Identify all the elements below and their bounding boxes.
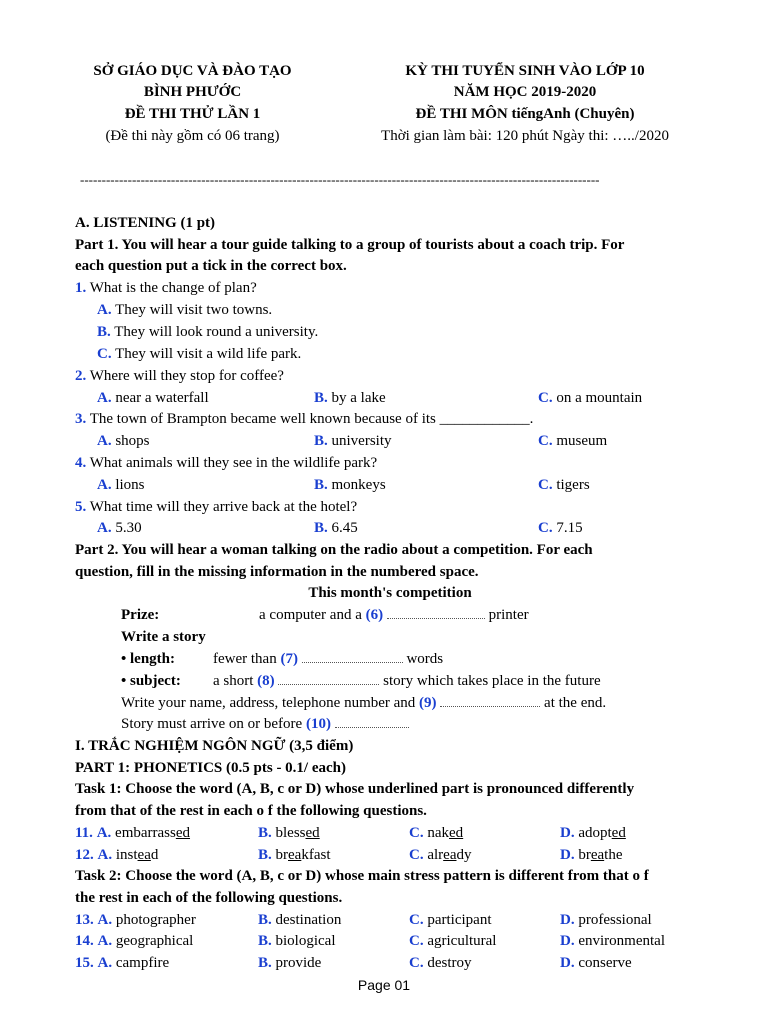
- subject-title: ĐỀ THI MÔN tiếngAnh (Chuyên): [415, 106, 635, 122]
- prize-label: Prize:: [121, 607, 160, 623]
- q14-option-c[interactable]: C. agricultural: [409, 933, 497, 949]
- q3-option-a[interactable]: A. shops: [97, 433, 150, 449]
- q12-option-c[interactable]: C. already: [409, 847, 472, 863]
- write-name-line: Write your name, address, telephone number and (9) at the end.: [121, 695, 607, 711]
- arrive-line: Story must arrive on or before (10): [121, 714, 409, 734]
- q12-option-a[interactable]: 12. A. instead: [75, 847, 159, 863]
- q11-option-d[interactable]: D. adopted: [560, 825, 626, 841]
- q1-option-b[interactable]: B. They will look round a university.: [97, 324, 319, 340]
- exam-title: KỲ THI TUYỂN SINH VÀO LỚP 10: [405, 63, 645, 79]
- subject-line: a short (8) story which takes place in the future: [213, 673, 601, 689]
- q12-option-d[interactable]: D. breathe: [560, 847, 623, 863]
- phonetics-title: PART 1: PHONETICS (0.5 pts - 0.1/ each): [75, 760, 347, 776]
- length-label: • length:: [121, 651, 176, 667]
- page-number: Page 01: [357, 977, 411, 993]
- part1-instructions-1: Part 1. You will hear a tour guide talking to a group of tourists about a coach trip. For: [75, 237, 625, 253]
- blank-9[interactable]: [440, 694, 540, 707]
- listening-title: A. LISTENING (1 pt): [75, 215, 216, 231]
- q13-option-b[interactable]: B. destination: [258, 912, 342, 928]
- q15-option-d[interactable]: D. conserve: [560, 955, 632, 971]
- header-divider: ------------------------------------------------------------------------------------------------------------------------: [80, 172, 600, 187]
- section-i-title: I. TRẮC NGHIỆM NGÔN NGỮ (3,5 điểm): [75, 738, 354, 754]
- blank-10[interactable]: [335, 715, 409, 728]
- part1-instructions-2: each question put a tick in the correct box.: [75, 258, 347, 274]
- task1-instructions-1: Task 1: Choose the word (A, B, c or D) whose underlined part is pronounced differently: [75, 781, 635, 797]
- question-2: 2. Where will they stop for coffee?: [75, 368, 284, 384]
- q11-option-c[interactable]: C. naked: [409, 825, 464, 841]
- q4-option-a[interactable]: A. lions: [97, 477, 145, 493]
- q2-option-b[interactable]: B. by a lake: [314, 390, 386, 406]
- part2-instructions-1: Part 2. You will hear a woman talking on the radio about a competition. For each: [75, 542, 593, 558]
- question-1: 1. What is the change of plan?: [75, 280, 257, 296]
- blank-7[interactable]: [302, 650, 403, 663]
- subject-label: • subject:: [121, 673, 181, 689]
- q1-option-c[interactable]: C. They will visit a wild life park.: [97, 346, 302, 362]
- q4-option-c[interactable]: C. tigers: [538, 477, 590, 493]
- prize-line: a computer and a (6) printer: [259, 607, 529, 623]
- length-line: fewer than (7) words: [213, 651, 444, 667]
- question-4: 4. What animals will they see in the wildlife park?: [75, 455, 378, 471]
- question-5: 5. What time will they arrive back at the hotel?: [75, 499, 358, 515]
- q2-option-a[interactable]: A. near a waterfall: [97, 390, 209, 406]
- page-count-note: (Đề thi này gồm có 06 trang): [105, 128, 280, 144]
- question-3: 3. The town of Brampton became well known because of its ____________.: [75, 411, 534, 427]
- exam-attempt: ĐỀ THI THỬ LẦN 1: [124, 106, 261, 122]
- school-year: NĂM HỌC 2019-2020: [453, 84, 597, 100]
- task2-instructions-1: Task 2: Choose the word (A, B, c or D) whose main stress pattern is different from that o f: [75, 868, 649, 884]
- q15-option-a[interactable]: 15. A. campfire: [75, 955, 170, 971]
- q15-option-b[interactable]: B. provide: [258, 955, 322, 971]
- task1-instructions-2: from that of the rest in each o f the following questions.: [75, 803, 427, 819]
- province-name: BÌNH PHƯỚC: [143, 84, 242, 100]
- part2-instructions-2: question, fill in the missing information in the numbered space.: [75, 564, 479, 580]
- q11-option-b[interactable]: B. blessed: [258, 825, 320, 841]
- q4-option-b[interactable]: B. monkeys: [314, 477, 386, 493]
- q1-option-a[interactable]: A. They will visit two towns.: [97, 302, 273, 318]
- q14-option-d[interactable]: D. environmental: [560, 933, 665, 949]
- task2-instructions-2: the rest in each of the following questions.: [75, 890, 343, 906]
- exam-time: Thời gian làm bài: 120 phút Ngày thi: …../2020: [381, 128, 669, 144]
- blank-6[interactable]: [387, 606, 485, 619]
- q11-option-a[interactable]: 11. A. embarrassed: [75, 825, 191, 841]
- q13-option-c[interactable]: C. participant: [409, 912, 492, 928]
- department-name: SỞ GIÁO DỤC VÀ ĐÀO TẠO: [93, 63, 292, 79]
- write-story-heading: Write a story: [121, 629, 206, 645]
- q5-option-a[interactable]: A. 5.30: [97, 520, 142, 536]
- q13-option-a[interactable]: 13. A. photographer: [75, 912, 196, 928]
- q14-option-a[interactable]: 14. A. geographical: [75, 933, 194, 949]
- q15-option-c[interactable]: C. destroy: [409, 955, 472, 971]
- q2-option-c[interactable]: C. on a mountain: [538, 390, 643, 406]
- q3-option-c[interactable]: C. museum: [538, 433, 608, 449]
- q3-option-b[interactable]: B. university: [314, 433, 392, 449]
- q12-option-b[interactable]: B. breakfast: [258, 847, 331, 863]
- q13-option-d[interactable]: D. professional: [560, 912, 652, 928]
- blank-8[interactable]: [278, 672, 379, 685]
- q5-option-b[interactable]: B. 6.45: [314, 520, 358, 536]
- q14-option-b[interactable]: B. biological: [258, 933, 336, 949]
- competition-title: This month's competition: [308, 585, 472, 601]
- q5-option-c[interactable]: C. 7.15: [538, 520, 583, 536]
